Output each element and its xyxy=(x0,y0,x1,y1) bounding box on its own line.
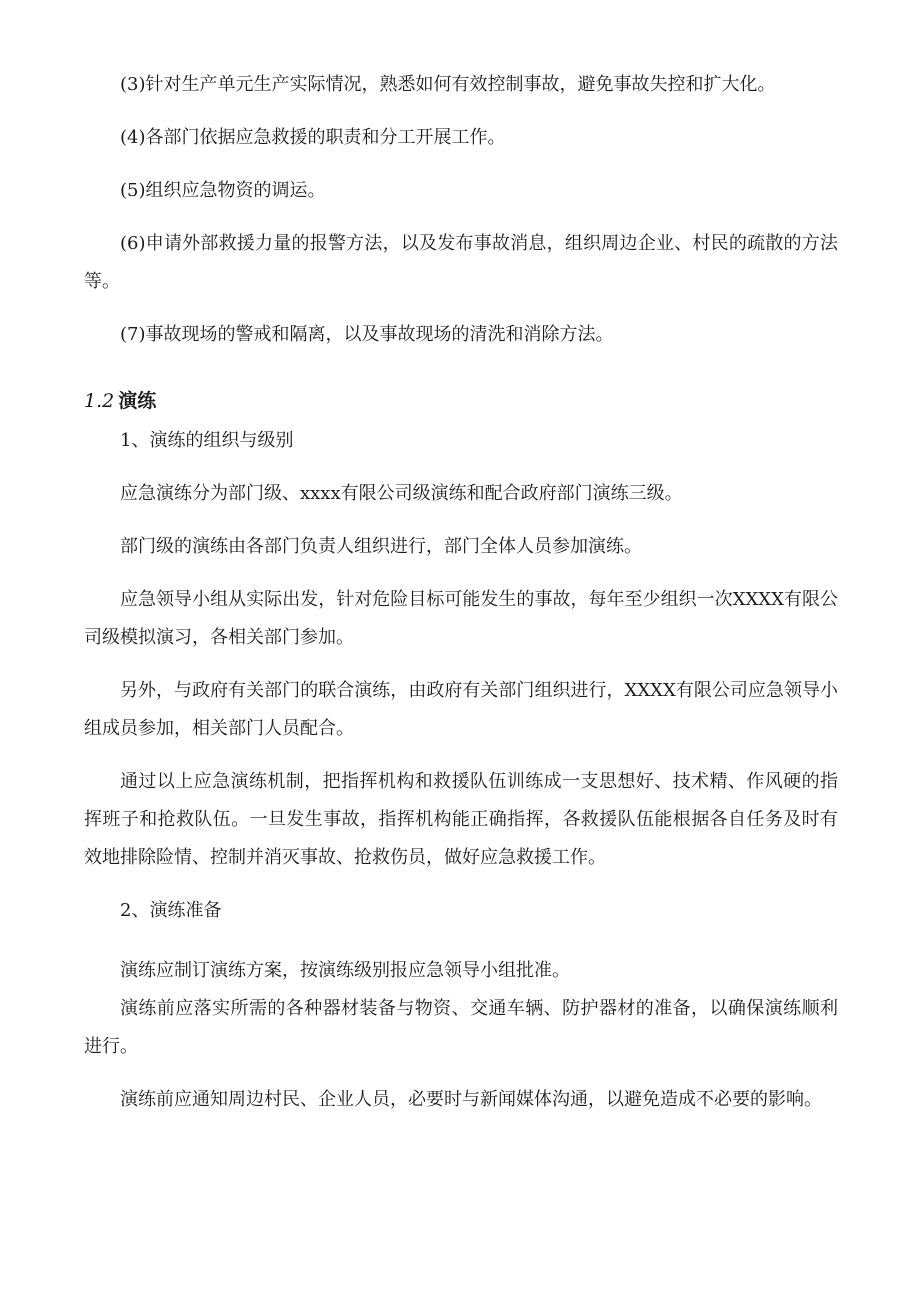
paragraph-item-4: (4)各部门依据应急救援的职责和分工开展工作。 xyxy=(120,127,506,148)
paragraph-government-drill: 另外，与政府有关部门的联合演练，由政府有关部门组织进行，XXXX有限公司应急领导小组成员参加，相关部门人员配合。 xyxy=(84,680,838,739)
paragraph-item-6: (6)申请外部救援力量的报警方法，以及发布事故消息，组织周边企业、村民的疏散的方法等。 xyxy=(84,233,838,292)
subheading-preparation: 2、演练准备 xyxy=(120,900,222,921)
paragraph-equipment: 演练前应落实所需的各种器材装备与物资、交通车辆、防护器材的准备，以确保演练顺利进行。 xyxy=(84,998,838,1057)
paragraph-drill-mechanism: 通过以上应急演练机制，把指挥机构和救援队伍训练成一支思想好、技术精、作风硬的指挥班子和抢救队伍。一旦发生事故，指挥机构能正确指挥，各救援队伍能根据各自任务及时有效地排除险情、控制并消灭事故、抢救伤员，做好应急救援工作。 xyxy=(84,771,838,868)
paragraph-company-drill: 应急领导小组从实际出发，针对危险目标可能发生的事故，每年至少组织一次XXXX有限公司级模拟演习，各相关部门参加。 xyxy=(84,589,838,648)
section-heading xyxy=(84,382,838,420)
paragraph-notify-public: 演练前应通知周边村民、企业人员，必要时与新闻媒体沟通，以避免造成不必要的影响。 xyxy=(120,1089,822,1110)
paragraph-item-7: (7)事故现场的警戒和隔离，以及事故现场的清洗和消除方法。 xyxy=(120,324,614,345)
section-title: 演练 xyxy=(118,390,157,412)
paragraph-department-drill: 部门级的演练由各部门负责人组织进行，部门全体人员参加演练。 xyxy=(120,536,642,557)
section-number: 1.2 xyxy=(84,390,115,412)
subheading-organization: 1、演练的组织与级别 xyxy=(120,430,294,451)
paragraph-levels: 应急演练分为部门级、xxxx有限公司级演练和配合政府部门演练三级。 xyxy=(120,483,683,504)
paragraph-item-5: (5)组织应急物资的调运。 xyxy=(120,180,326,201)
paragraph-drill-plan: 演练应制订演练方案，按演练级别报应急领导小组批准。 xyxy=(120,960,570,981)
paragraph-item-3: (3)针对生产单元生产实际情况，熟悉如何有效控制事故，避免事故失控和扩大化。 xyxy=(120,74,776,95)
